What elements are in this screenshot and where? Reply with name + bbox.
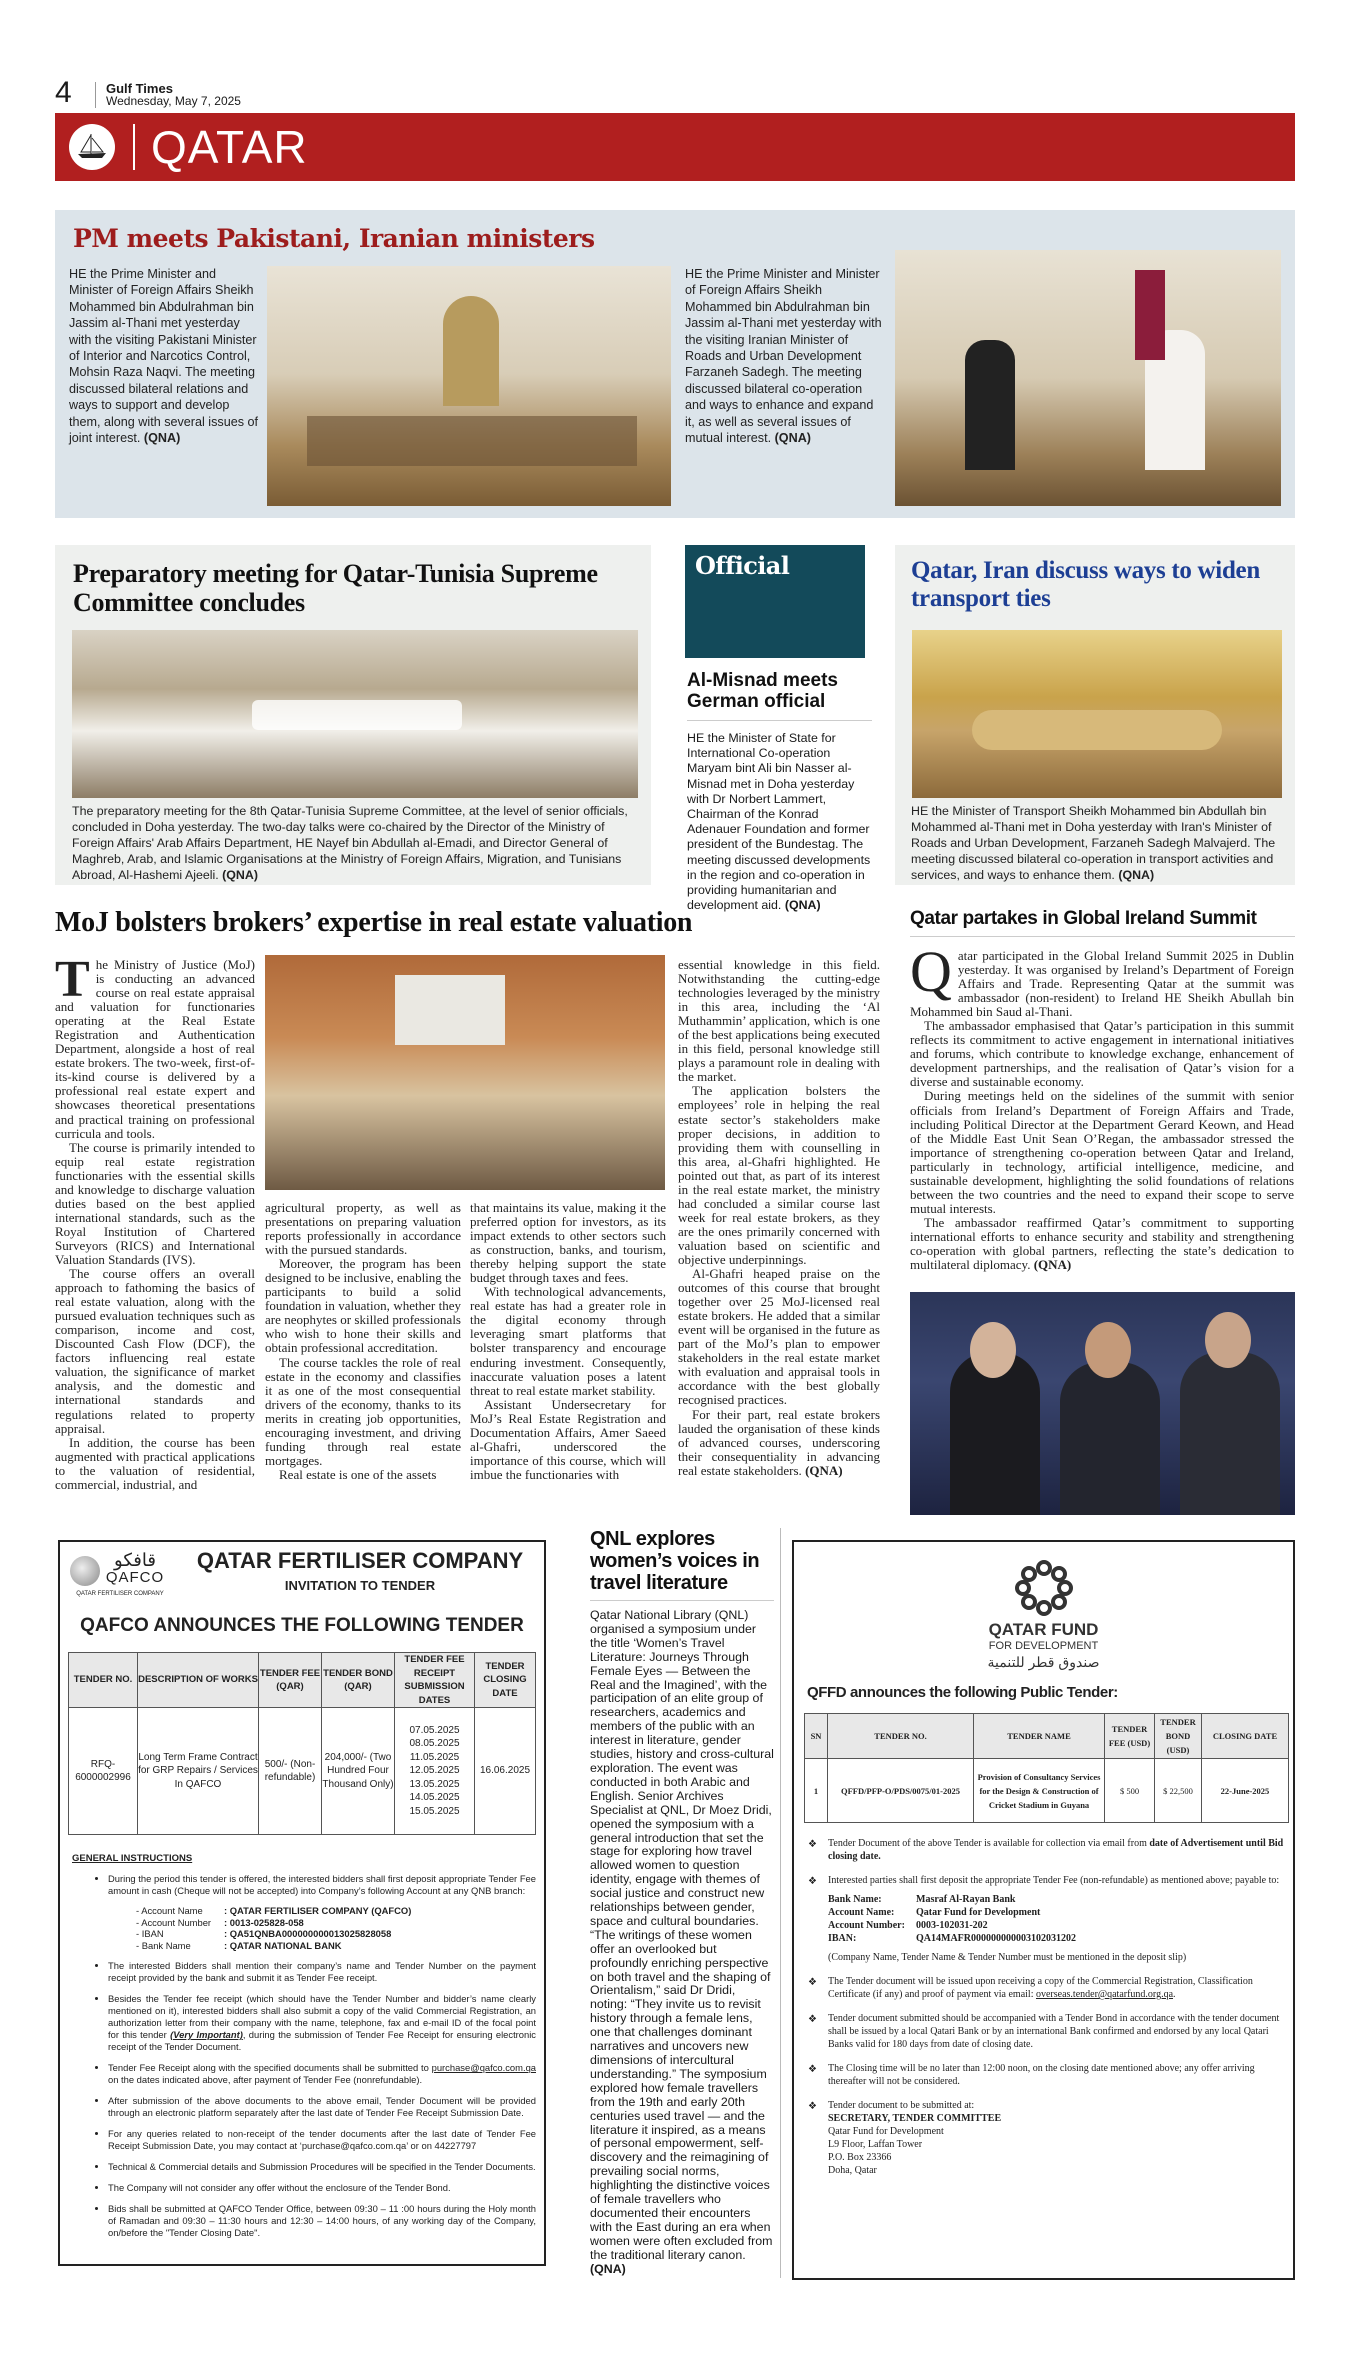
body: Qatar National Library (QNL) organised a symposium under the title ‘Women’s Travel Literature: Journeys Through Female Eyes — Between the Real and the Imagined’, with the participation of an elite group of researchers, academics and members of the public with an interest in literature, gender studies, history and cross-cultural exploration. The event was conducted in both Arabic and English. Senior Archives Specialist at QNL, Dr Moez Dridi, opened the symposium with a general introduction that set the stage for exploring how travel allowed women to question identity, engage with themes of social justice and construct new relationships between gender, space and cultural boundaries. “The writings of these women offer an overlooked but profoundly enriching perspective on both travel and the shaping of Orientalism,” said Dr Dridi, noting: “They invite us to revisit history through a female lens, one that challenges dominant narratives and uncovers new dimensions of intercultural understanding.” The symposium explored how female travellers from the 19th and early 20th centuries used travel — and the literature it inspired, as a means of personal empowerment, self-discovery and the reimagining of prevailing social norms, highlighting the distinctive voices of female travellers who documented their encounters with the East during an era when women were often excluded from the traditional literary canon.: [590, 1608, 774, 2262]
instruction-text: on the dates indicated above, after payment of Tender Fee (nonrefundable).: [108, 2074, 423, 2085]
official-label-box: [685, 545, 865, 658]
address-line: Qatar Fund for Development: [828, 2126, 944, 2137]
source-tag: (QNA): [143, 431, 181, 446]
section-title: QATAR: [151, 121, 308, 173]
masthead: [95, 82, 241, 108]
paragraph: Al-Ghafri heaped praise on the outcomes of this course that brought together over 25 MoJ-licensed real estate brokers. He added that a similar event will be organised in the future as part of the MoJ’s plan to empower stakeholders in the real estate market with evaluation and appraisal tools in accordance with the best globally recognised practices.: [678, 1266, 880, 1408]
caption: [72, 803, 638, 883]
moj-headline: MoJ bolsters brokers’ expertise in real estate valuation: [55, 907, 693, 938]
headline: Preparatory meeting for Qatar-Tunisia Supreme Committee concludes: [73, 559, 598, 617]
account-details: [136, 1905, 411, 1951]
photo-ireland-summit: [910, 1292, 1295, 1515]
paragraph: agricultural property, as well as presentations on preparing valuation reports professionally in accordance with the pursued standards.: [265, 1200, 461, 1258]
ireland-story: [910, 908, 1295, 1272]
date: 11.05.2025: [409, 1751, 460, 1763]
column-header: TENDER NAME: [974, 1714, 1105, 1759]
date: 13.05.2025: [409, 1778, 460, 1790]
instructions-title: GENERAL INSTRUCTIONS: [72, 1853, 193, 1864]
iran-story: [895, 545, 1295, 885]
paragraph: The application bolsters the employees’ role in helping the real estate sector’s stakeholders make proper decisions, in addition to providing them with counselling in this area, al-Ghafri highlighted. He pointed out that, as part of its interest in the real estate market, the ministry had concluded a similar course last week for real estate brokers, as they are the ones primarily concerned with valuation based on scientific and objective underpinnings.: [678, 1083, 880, 1267]
date: 12.05.2025: [409, 1765, 460, 1777]
body: HE the Minister of State for International Co-operation Maryam bint Ali bin Nasser al-Misnad met in Doha yesterday with Dr Norbert Lammert, Chairman of the Konrad Adenauer Foundation and former president of the Bundestag. The meeting discussed developments in the region and co-operation in providing humanitarian and development aid.: [687, 731, 871, 913]
instruction: • After submission of the above documents to the above email, Tender Document will be provided through an electronic platform separately after the last date of Tender Fee Receipt Submission Date.: [108, 2095, 536, 2119]
instruction: ❖ The Closing time will be no later than 12:00 noon, on the closing date mentioned above; any offer arriving thereafter will not be considered.: [806, 2062, 1284, 2088]
body: HE the Prime Minister and Minister of Foreign Affairs Sheikh Mohammed bin Abdulrahman bin Jassim al-Thani met yesterday with the visiting Pakistani Minister of Interior and Narcotics Control, Mohsin Raza Naqvi. The meeting discussed bilateral relations and ways to support and develop them, along with several issues of joint interest.: [69, 267, 258, 446]
ad-announcement: QFFD announces the following Public Tender:: [807, 1684, 1118, 1701]
section-bar: [55, 113, 1295, 181]
closing-date: 22-June-2025: [1202, 1759, 1289, 1823]
official-label: Official: [695, 551, 790, 580]
address-line: SECRETARY, TENDER COMMITTEE: [828, 2113, 1002, 2124]
photo-pm-iran: [895, 250, 1281, 506]
caption-text: The preparatory meeting for the 8th Qatar-Tunisia Supreme Committee, at the level of senior officials, concluded in Doha yesterday. The two-day talks were co-chaired by the Director of the Ministry of Foreign Affairs' Arab Affairs Department, HE Nayef bin Abdullah al-Emadi, and Director General of Maghreb, Arab, and Islamic Organisations at the Ministry of Foreign Affairs, Migration, and Tunisians Abroad, Al-Hashemi Ajeeli.: [72, 804, 628, 882]
instruction: [108, 1873, 536, 1951]
instruction: ❖ Tender document submitted should be accompanied with a Tender Bond in accordance with the tender document shall be issued by a local Qatari Bank or by an international Bank confirmed and endorsed by any local Qatari Banks valid for 180 days from date of closing date.: [806, 2012, 1284, 2051]
logo-line-1: QATAR FUND: [988, 1620, 1099, 1639]
qafco-ad-body: [68, 1652, 536, 2248]
paragraph: that maintains its value, making it the preferred option for investors, as its impact extends to other sectors such as construction, banks, and tourism, thereby helping support the state budget through taxes and fees.: [470, 1200, 666, 1286]
column-header: TENDER NO.: [69, 1653, 138, 1708]
address-line: Doha, Qatar: [828, 2165, 877, 2176]
moj-column-1: [55, 951, 255, 1492]
description: Long Term Frame Contract for GRP Repairs / Services In QAFCO: [138, 1708, 259, 1835]
tender-bond: 204,000/- (Two Hundred Four Thousand Only): [322, 1708, 395, 1835]
column-header: DESCRIPTION OF WORKS: [138, 1653, 259, 1708]
instruction-text: , during the submission of Tender Fee Receipt for ensuring electronic receipt of the Tender Document.: [108, 2029, 536, 2052]
date: 15.05.2025: [409, 1805, 460, 1817]
value: : QATAR NATIONAL BANK: [224, 1939, 342, 1951]
qnl-body: [590, 1609, 774, 2277]
paragraph: The course offers an overall approach to fathoming the basics of real estate valuation, along with the pursued evaluation techniques such as comparison, income and cost, Discounted Cash Flow (DCF), the factors influencing real estate valuation, the significance of market analysis, and the domestic and international standards and regulations related to property appraisal.: [55, 1266, 255, 1436]
table-row: [805, 1759, 1289, 1823]
emphasis: date of Advertisement until Bid closing date.: [828, 1838, 1284, 1862]
photo-pm-pakistan: [267, 266, 671, 506]
serial-number: 1: [805, 1759, 828, 1823]
instruction: • The Company will not consider any offer without the enclosure of the Tender Bond.: [108, 2182, 536, 2194]
paragraph: The ambassador emphasised that Qatar’s participation in this summit reflects its commitment to active engagement in international initiatives and forums, which contribute to knowledge exchange, enhancement of development partnerships, and the realisation of Qatar’s vision for a diverse and sustainable economy.: [910, 1018, 1294, 1090]
official-story: [687, 670, 872, 913]
official-headline: Al-Misnad meets German official: [687, 670, 872, 721]
instruction-text: Interested parties shall first deposit the appropriate Tender Fee (non-refundable) as mentioned above; payable to:: [828, 1875, 1280, 1886]
column-header: TENDER FEE RECEIPT SUBMISSION DATES: [395, 1653, 475, 1708]
label: - Account Number: [136, 1916, 212, 1928]
tunisia-story: [55, 545, 651, 885]
instruction-text: Tender Fee Receipt along with the specified documents shall be submitted to: [108, 2062, 432, 2073]
table-row: [69, 1708, 536, 1835]
logo-arabic: قافكو: [114, 1550, 156, 1570]
logo-latin: QAFCO: [105, 1569, 165, 1586]
paragraph: The course tackles the role of real estate in the economy and classifies it as one of the most consequential drivers of the economy, thanks to its merits in creating job opportunities, encouraging investment, and driving funding through real estate mortgages.: [265, 1354, 461, 1468]
source-tag: (QNA): [1118, 868, 1155, 882]
pm-story: [55, 210, 1295, 518]
logo-arabic: صندوق قطر للتنمية: [987, 1654, 1100, 1670]
source-tag: (QNA): [784, 898, 821, 913]
tender-name: Provision of Consultancy Services for the Design & Construction of Cricket Stadium in Guyana: [974, 1759, 1105, 1823]
source-tag: (QNA): [774, 431, 811, 446]
paragraph: essential knowledge in this field. Notwithstanding the cutting-edge technologies leveraged by the ministry in this area, including the ‘Al Muthammin’ application, which is one of the best applications being executed in this field, personal knowledge still plays a paramount role in dealing with the market.: [678, 957, 880, 1085]
label: Account Number:: [828, 1920, 905, 1931]
source-tag: (QNA): [805, 1462, 843, 1478]
closing-date: 16.06.2025: [475, 1708, 536, 1835]
qffd-tender-ad: [792, 1540, 1295, 2280]
tender-number: QFFD/PFP-O/PDS/0075/01-2025: [828, 1759, 974, 1823]
qffd-ad-body: [794, 1560, 1293, 2188]
tender-bond: $ 22,500: [1155, 1759, 1202, 1823]
instruction: [806, 1975, 1284, 2001]
column-header: TENDER NO.: [828, 1714, 974, 1759]
dhow-logo-icon: [69, 124, 115, 170]
instruction: • Bids shall be submitted at QAFCO Tender Office, between 09:30 – 11 :00 hours during the Holy month of Ramadan and 09:30 – 11:30 hours and 12:30 – 14:00 hours, of any working day of the Company, on/before the "Tender Closing Date".: [108, 2203, 536, 2239]
emphasis: (Very Important): [170, 2029, 243, 2040]
column-header: TENDER FEE (QAR): [259, 1653, 322, 1708]
paragraph: The Ministry of Justice (MoJ) is conducting an advanced course on real estate appraisal and valuation for functionaries operating at the Real Estate Registration and Authentication Department, alongside a host of real estate brokers. The two-week, first-of-its-kind course is delivered by a professional real estate expert and showcases theoretical presentations and practical training on professional curricula and tools.: [55, 951, 255, 1141]
instruction-text: The Tender document will be issued upon receiving a copy of the Commercial Registration, Classification Certificate (if any) and proof of payment via email:: [828, 1976, 1253, 2000]
deposit-note: (Company Name, Tender Name & Tender Number must be mentioned in the deposit slip): [828, 1952, 1187, 1963]
address-line: L9 Floor, Laffan Tower: [828, 2139, 923, 2150]
issue-date: Wednesday, May 7, 2025: [106, 94, 241, 108]
paragraph: Assistant Undersecretary for MoJ’s Real Estate Registration and Documentation Affairs, Amer Saeed al-Ghafri, underscored the importance of this course, which will imbue the functionaries with: [470, 1396, 666, 1482]
tender-fee: $ 500: [1105, 1759, 1155, 1823]
story-text: [69, 266, 261, 446]
ad-announcement: QAFCO ANNOUNCES THE FOLLOWING TENDER: [80, 1615, 524, 1636]
column-header: TENDER FEE (USD): [1105, 1714, 1155, 1759]
tender-number: RFQ-6000002996: [69, 1708, 138, 1835]
instructions-list: [108, 1873, 536, 2239]
logo-line-2: FOR DEVELOPMENT: [988, 1640, 1099, 1652]
bank-details: [828, 1893, 1076, 1945]
company-name: QATAR FERTILISER COMPANY: [196, 1548, 524, 1573]
photo-transport-meeting: [912, 630, 1282, 798]
value: QA14MAFR000000000003102031202: [916, 1933, 1076, 1944]
ireland-body: [910, 939, 1294, 1273]
photo-tunisia-meeting: [72, 630, 638, 798]
instruction: [108, 2062, 536, 2086]
submission-dates: [395, 1708, 475, 1835]
paper-name: Gulf Times: [106, 81, 173, 96]
instruction: • The interested Bidders shall mention their company’s name and Tender Number on the payment receipt provided by the bank and submit it as Tender Fee receipt.: [108, 1960, 536, 1984]
qffd-tender-table: [804, 1713, 1289, 1823]
qafco-logo: [70, 1550, 170, 1598]
qnl-story: [590, 1528, 774, 2277]
instruction: • Technical & Commercial details and Submission Procedures will be specified in the Tender Documents.: [108, 2161, 536, 2173]
official-body: [687, 731, 872, 913]
value: Qatar Fund for Development: [916, 1907, 1041, 1918]
instruction: [806, 1874, 1284, 1964]
source-tag: (QNA): [590, 2261, 626, 2276]
qffd-logo-icon: [1001, 1560, 1087, 1620]
date: 14.05.2025: [409, 1792, 460, 1804]
ireland-headline: Qatar partakes in Global Ireland Summit: [910, 908, 1295, 937]
paragraph: The course is primarily intended to equip real estate registration functionaries with the essential skills and knowledge to discharge valuation duties based on the best applied international standards, such as the Royal Institution of Chartered Surveyors (RICS) and International Valuation Standards (IVS).: [55, 1139, 255, 1267]
qafco-tender-table: [68, 1652, 536, 1835]
column-header: SN: [805, 1714, 828, 1759]
label: Account Name:: [828, 1907, 895, 1918]
paragraph: In addition, the course has been augmented with practical applications to the valuation of residential, commercial, industrial, and: [55, 1434, 255, 1492]
column-header: TENDER CLOSING DATE: [475, 1653, 536, 1708]
qafco-logo-icon: [70, 1556, 100, 1586]
logo-sub: QATAR FERTILISER COMPANY: [76, 1591, 164, 1597]
page-number: 4: [55, 76, 72, 109]
qafco-tender-ad: [58, 1540, 546, 2266]
address-line: P.O. Box 23366: [828, 2152, 892, 2163]
column-divider: [780, 1528, 781, 2278]
instruction-text: Tender document to be submitted at:: [828, 2100, 975, 2111]
punctuation: .: [1173, 1989, 1176, 2000]
story-text: [685, 266, 885, 446]
paragraph: The ambassador reaffirmed Qatar’s commitment to supporting international efforts to enhance security and stability and strengthening co-operation with global partners, reflecting the state’s dedication to multilateral diplomacy.: [910, 1214, 1294, 1273]
label: Bank Name:: [828, 1894, 882, 1905]
date: 07.05.2025: [409, 1724, 460, 1736]
email-link[interactable]: overseas.tender@qatarfund.org.qa: [1035, 1989, 1174, 2000]
column-header: TENDER BOND (USD): [1155, 1714, 1202, 1759]
label: - IBAN: [136, 1928, 164, 1939]
qnl-headline: QNL explores women’s voices in travel literature: [590, 1528, 774, 1601]
instruction: [806, 2099, 1284, 2177]
value: : 0013-025828-058: [224, 1916, 304, 1928]
moj-column-4: [678, 958, 880, 1478]
label: - Account Name: [136, 1905, 203, 1916]
date: 08.05.2025: [409, 1738, 460, 1750]
instructions-list: [806, 1837, 1284, 2177]
instruction: [108, 1993, 536, 2053]
label: IBAN:: [828, 1933, 857, 1944]
column-header: TENDER BOND (QAR): [322, 1653, 395, 1708]
paragraph: Moreover, the program has been designed to be inclusive, enabling the participants to build a solid foundation in valuation, whether they are neophytes or skilled professionals who wish to hone their skills and obtain professional accreditation.: [265, 1256, 461, 1356]
label: - Bank Name: [136, 1939, 191, 1951]
headline: PM meets Pakistani, Iranian ministers: [73, 224, 595, 253]
caption-text: HE the Minister of Transport Sheikh Mohammed bin Abdullah bin Mohammed al-Thani met in Doha yesterday with Iran's Minister of Roads and Urban Development, Farzaneh Sadegh Malvajerd. The meeting discussed bilateral co-operation in transport activities and services, and ways to enhance them.: [911, 804, 1276, 882]
paragraph: During meetings held on the sidelines of the summit with senior officials from Ireland’s Department of Foreign Affairs and Trade, including Political Director at the Department Gerard Keown, and Head of the Middle East Unit Sean O’Regan, the ambassador stressed the importance of strengthening co-operation between Qatar and Ireland, particularly in technology, artificial intelligence, medicine, and sustainable development, highlighting the solid foundations of relations between the two countries and the need to expand their scope to serve mutual interests.: [910, 1088, 1294, 1216]
paragraph: For their part, real estate brokers lauded the organisation of these kinds of advanced courses, underscoring their consequentiality in advancing real estate stakeholders.: [678, 1406, 880, 1478]
instruction-text: Tender Document of the above Tender is available for collection via email from: [828, 1838, 1150, 1849]
body: HE the Prime Minister and Minister of Foreign Affairs Sheikh Mohammed bin Abdulrahman bin Jassim al-Thani met yesterday with the visiting Iranian Minister of Roads and Urban Development Farzaneh Sadegh. The meeting discussed bilateral co-operation and ways to enhance and expand it, as well as several issues of mutual interest.: [685, 267, 882, 446]
instruction-text: Besides the Tender fee receipt (which should have the Tender Number and bidder’s name clearly mentioned on it), interested bidders shall also submit a copy of the valid Commercial Registration, an authorization letter from their company with the name, telephone, fax and e-mail ID of the focal point for this tender: [108, 1993, 536, 2040]
ad-subtitle: INVITATION TO TENDER: [284, 1578, 436, 1593]
value: Masraf Al-Rayan Bank: [916, 1894, 1016, 1905]
value: : QATAR FERTILISER COMPANY (QAFCO): [224, 1905, 412, 1916]
tender-fee: 500/- (Non-refundable): [259, 1708, 322, 1835]
photo-moj-course: [265, 955, 665, 1190]
instruction: [806, 1837, 1284, 1863]
caption: [911, 803, 1283, 883]
email-link[interactable]: purchase@qafco.com.qa: [431, 2062, 536, 2073]
column-header: CLOSING DATE: [1202, 1714, 1289, 1759]
paragraph: Qatar participated in the Global Ireland Summit 2025 in Dublin yesterday. It was organised by Ireland’s Department of Foreign Affairs and Trade. Representing Qatar at the summit was ambassador (non-resident) to Ireland HE Sheikh Abullah bin Mohammed bin Saud al-Thani.: [910, 939, 1294, 1020]
instruction-text: During the period this tender is offered, the interested bidders shall first deposit appropriate Tender Fee amount in cash (Cheque will not be accepted) into Company’s following Account at any QNB branch:: [108, 1873, 536, 1896]
paragraph: With technological advancements, real estate has had a greater role in the digital economy through leveraging smart platforms that bolster transparency and encourage enduring investment. Consequently, inaccurate valuation poses a latent threat to real estate market stability.: [470, 1284, 666, 1398]
moj-column-2: [265, 1201, 461, 1482]
headline: Qatar, Iran discuss ways to widen transport ties: [911, 557, 1260, 612]
value: : QA51QNBA000000000013025828058: [224, 1928, 392, 1939]
divider: [133, 124, 135, 170]
moj-column-3: [470, 1201, 666, 1482]
paragraph: Real estate is one of the assets: [279, 1466, 437, 1482]
value: 0003-102031-202: [916, 1920, 988, 1931]
instruction: • For any queries related to non-receipt of the tender documents after the last date of Tender Fee Receipt Submission Date, you may contact at ‘purchase@qafco.com.qa’ or on 44227797: [108, 2128, 536, 2152]
source-tag: (QNA): [1033, 1257, 1072, 1273]
source-tag: (QNA): [222, 868, 258, 882]
